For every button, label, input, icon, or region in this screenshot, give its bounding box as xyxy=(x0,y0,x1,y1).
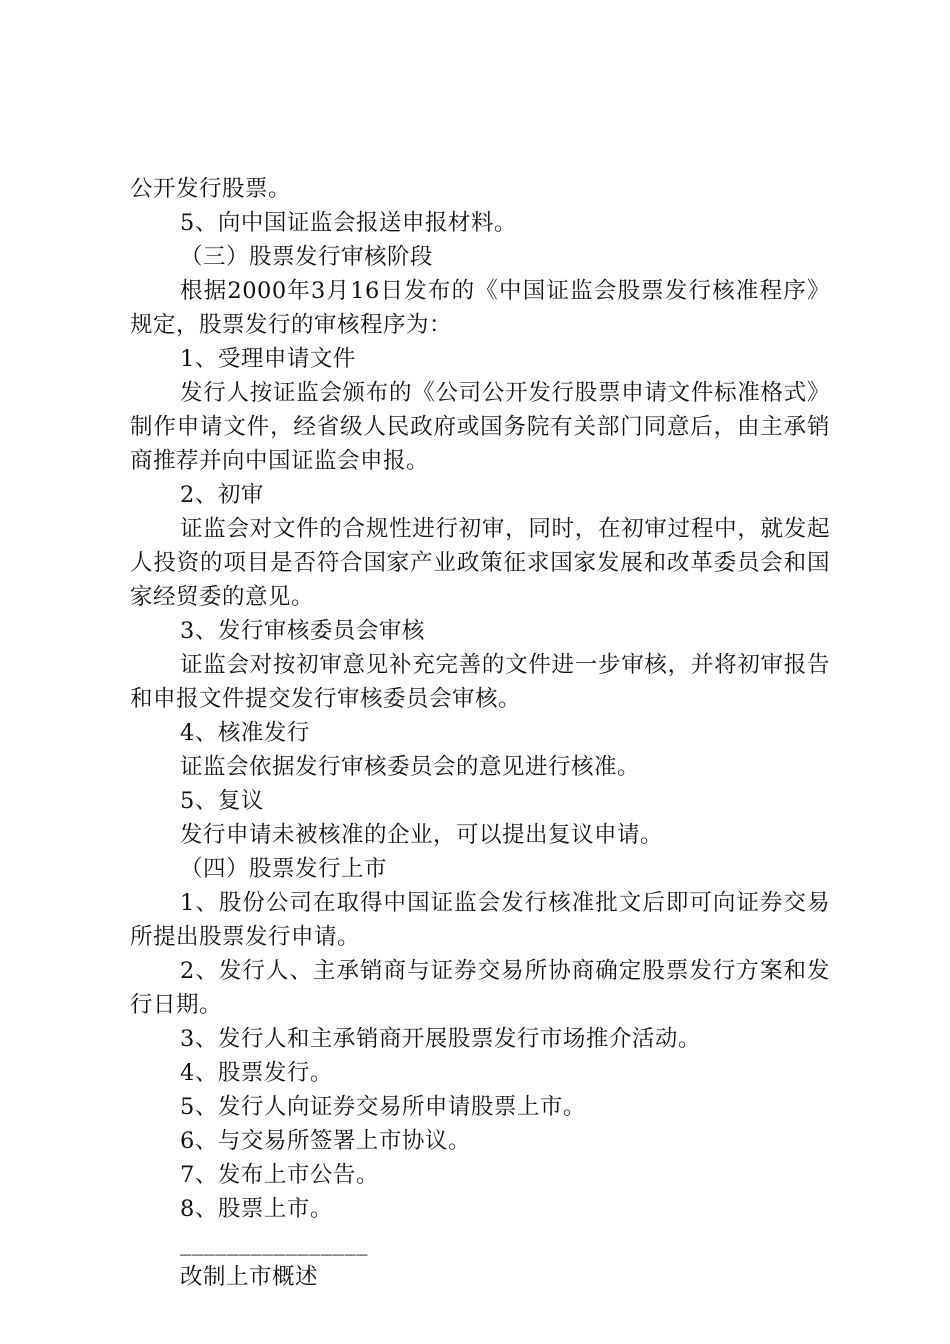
step-heading: 3、发行审核委员会审核 xyxy=(180,618,425,644)
step-heading: 5、复议 xyxy=(180,788,264,814)
list-item: 3、发行人和主承销商开展股票发行市场推介活动。 xyxy=(180,1026,701,1052)
list-item: 2、发行人、主承销商与证券交易所协商确定股票发行方案和发行日期。 xyxy=(130,958,830,1018)
paragraph: 公开发行股票。 xyxy=(130,176,292,202)
list-item: 4、股票发行。 xyxy=(180,1060,333,1086)
section-heading: （四）股票发行上市 xyxy=(180,856,388,882)
section-heading: （三）股票发行审核阶段 xyxy=(180,244,434,270)
list-item: 5、发行人向证券交易所申请股票上市。 xyxy=(180,1094,586,1120)
footer-title: 改制上市概述 xyxy=(180,1264,319,1290)
document-body xyxy=(130,172,830,1294)
paragraph: 发行人按证监会颁布的《公司公开发行股票申请文件标准格式》制作申请文件，经省级人民政府或国务院有关部门同意后，由主承销商推荐并向中国证监会申报。 xyxy=(130,380,830,474)
paragraph: 5、向中国证监会报送申报材料。 xyxy=(180,210,517,236)
paragraph: 根据2000年3月16日发布的《中国证监会股票发行核准程序》规定，股票发行的审核程序为： xyxy=(130,278,830,338)
paragraph: 发行申请未被核准的企业，可以提出复议申请。 xyxy=(180,822,664,848)
paragraph: 证监会对文件的合规性进行初审，同时，在初审过程中，就发起人投资的项目是否符合国家产业政策征求国家发展和改革委员会和国家经贸委的意见。 xyxy=(130,516,830,610)
paragraph: 证监会依据发行审核委员会的意见进行核准。 xyxy=(180,754,641,780)
paragraph: 证监会对按初审意见补充完善的文件进一步审核，并将初审报告和申报文件提交发行审核委员会审核。 xyxy=(130,652,830,712)
list-item: 7、发布上市公告。 xyxy=(180,1162,379,1188)
step-heading: 2、初审 xyxy=(180,482,264,508)
list-item: 1、股份公司在取得中国证监会发行核准批文后即可向证券交易所提出股票发行申请。 xyxy=(130,890,830,950)
separator-line xyxy=(130,1226,830,1260)
step-heading: 1、受理申请文件 xyxy=(180,346,356,372)
separator-text: ________________ xyxy=(180,1230,368,1256)
list-item: 8、股票上市。 xyxy=(180,1196,333,1222)
step-heading: 4、核准发行 xyxy=(180,720,310,746)
list-item: 6、与交易所签署上市协议。 xyxy=(180,1128,471,1154)
